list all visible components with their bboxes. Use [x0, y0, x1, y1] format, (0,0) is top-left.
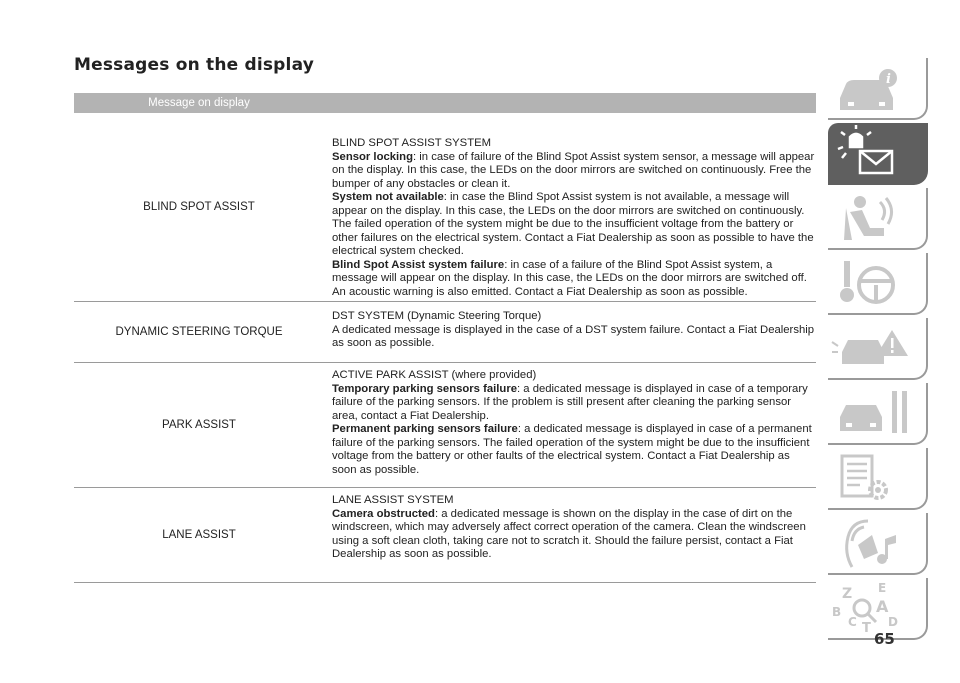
- tab-multimedia[interactable]: [828, 513, 928, 575]
- chapter-tabs: [828, 58, 928, 643]
- message-description: [324, 113, 816, 301]
- fault-label: Sensor locking: [332, 150, 413, 163]
- seat-airbag-icon: [828, 188, 928, 250]
- table-row: [74, 488, 816, 583]
- index-letter: E: [878, 581, 887, 595]
- tab-warning-lights-messages[interactable]: [828, 123, 928, 185]
- warning-light-message-icon: [828, 123, 928, 185]
- fault-text: : a dedicated message is shown on the display in the case of dirt on the windscreen, which may adversely affect correct operation of the camera. Clean the windscreen using a soft clean cloth, taking care not to scratch it. Should the failure persist, contact a Fiat Dealership as soon as possible.: [332, 507, 806, 560]
- fault-text: : a dedicated message is displayed in case of a permanent failure of the parking sensors. The failed operation of the system might be due to the insufficient voltage from the battery or other faults of the electrical system. Contact a Fiat Dealership as soon as possible.: [332, 423, 812, 476]
- system-heading: LANE ASSIST SYSTEM: [332, 494, 454, 506]
- key-steering-wheel-icon: [828, 253, 928, 315]
- index-letter: B: [832, 605, 842, 619]
- fault-label: Temporary parking sensors failure: [332, 382, 517, 395]
- message-label: BLIND SPOT ASSIST: [143, 201, 255, 213]
- fault-text: : in case of a failure of the Blind Spot Assist system, a message will appear on the display. In this case, the LEDs on the door mirrors are switched off. An acoustic warning is also emitted. Contact a Fiat Dealership as soon as possible.: [332, 258, 807, 298]
- fault-label: Blind Spot Assist system failure: [332, 258, 505, 271]
- column-header-message: Message on display: [148, 97, 250, 109]
- table-row: [74, 363, 816, 488]
- index-letter: T: [862, 621, 871, 636]
- fault-text: : in case the Blind Spot Assist system is not available, a message will appear on the display. In this case, the LEDs on the door mirrors are switched on continuously. The failed operation of the system might be due to the insufficient voltage from the battery or other failures on the electrical system. Contact a Fiat Dealership as soon as possible to have the electrical system checked.: [332, 191, 814, 257]
- message-label: DYNAMIC STEERING TORQUE: [115, 326, 283, 338]
- fault-label: System not available: [332, 191, 444, 203]
- messages-table: [74, 93, 816, 583]
- message-description: [324, 363, 816, 487]
- system-heading: DST SYSTEM (Dynamic Steering Torque): [332, 310, 542, 322]
- table-row: [74, 302, 816, 363]
- message-description: [324, 488, 816, 582]
- index-letter: A: [876, 597, 889, 616]
- message-label: PARK ASSIST: [162, 419, 236, 431]
- svg-text:i: i: [886, 72, 891, 87]
- fault-label: Camera obstructed: [332, 507, 435, 520]
- description-text: A dedicated message is displayed in the case of a DST system failure. Contact a Fiat Dealership as soon as possible.: [332, 323, 815, 349]
- fault-text: : a dedicated message is displayed in case of a temporary failure of the parking sensors. If the problem is still present after cleaning the parking sensor area, contact a Fiat Dealership.: [332, 382, 808, 422]
- car-accident-icon: [828, 318, 928, 380]
- tab-starting-driving[interactable]: [828, 253, 928, 315]
- tab-car-info[interactable]: [828, 58, 928, 120]
- page-title: Messages on the display: [74, 55, 315, 75]
- tab-emergency[interactable]: [828, 318, 928, 380]
- table-header: [74, 93, 816, 113]
- column-header-description: [326, 93, 816, 113]
- page-number: 65: [874, 630, 895, 648]
- index-letter: Z: [842, 586, 853, 602]
- car-tools-icon: [828, 383, 928, 445]
- system-heading: ACTIVE PARK ASSIST (where provided): [332, 369, 537, 381]
- table-row: [74, 113, 816, 302]
- index-letter: D: [888, 615, 898, 629]
- car-info-icon: [828, 58, 928, 120]
- multimedia-icon: [828, 513, 928, 575]
- tab-technical-data[interactable]: [828, 448, 928, 510]
- technical-data-icon: [828, 448, 928, 510]
- index-letter: C: [848, 615, 857, 629]
- tab-maintenance[interactable]: [828, 383, 928, 445]
- message-label: LANE ASSIST: [162, 529, 236, 541]
- tab-safety[interactable]: [828, 188, 928, 250]
- system-heading: BLIND SPOT ASSIST SYSTEM: [332, 137, 492, 149]
- message-description: [324, 302, 816, 362]
- fault-text: : in case of failure of the Blind Spot Assist system sensor, a message will appear on the display. In this case, the LEDs on the door mirrors are switched on continuously. Free the bumper of any obstacles or clean it.: [332, 150, 815, 190]
- fault-label: Permanent parking sensors failure: [332, 423, 518, 435]
